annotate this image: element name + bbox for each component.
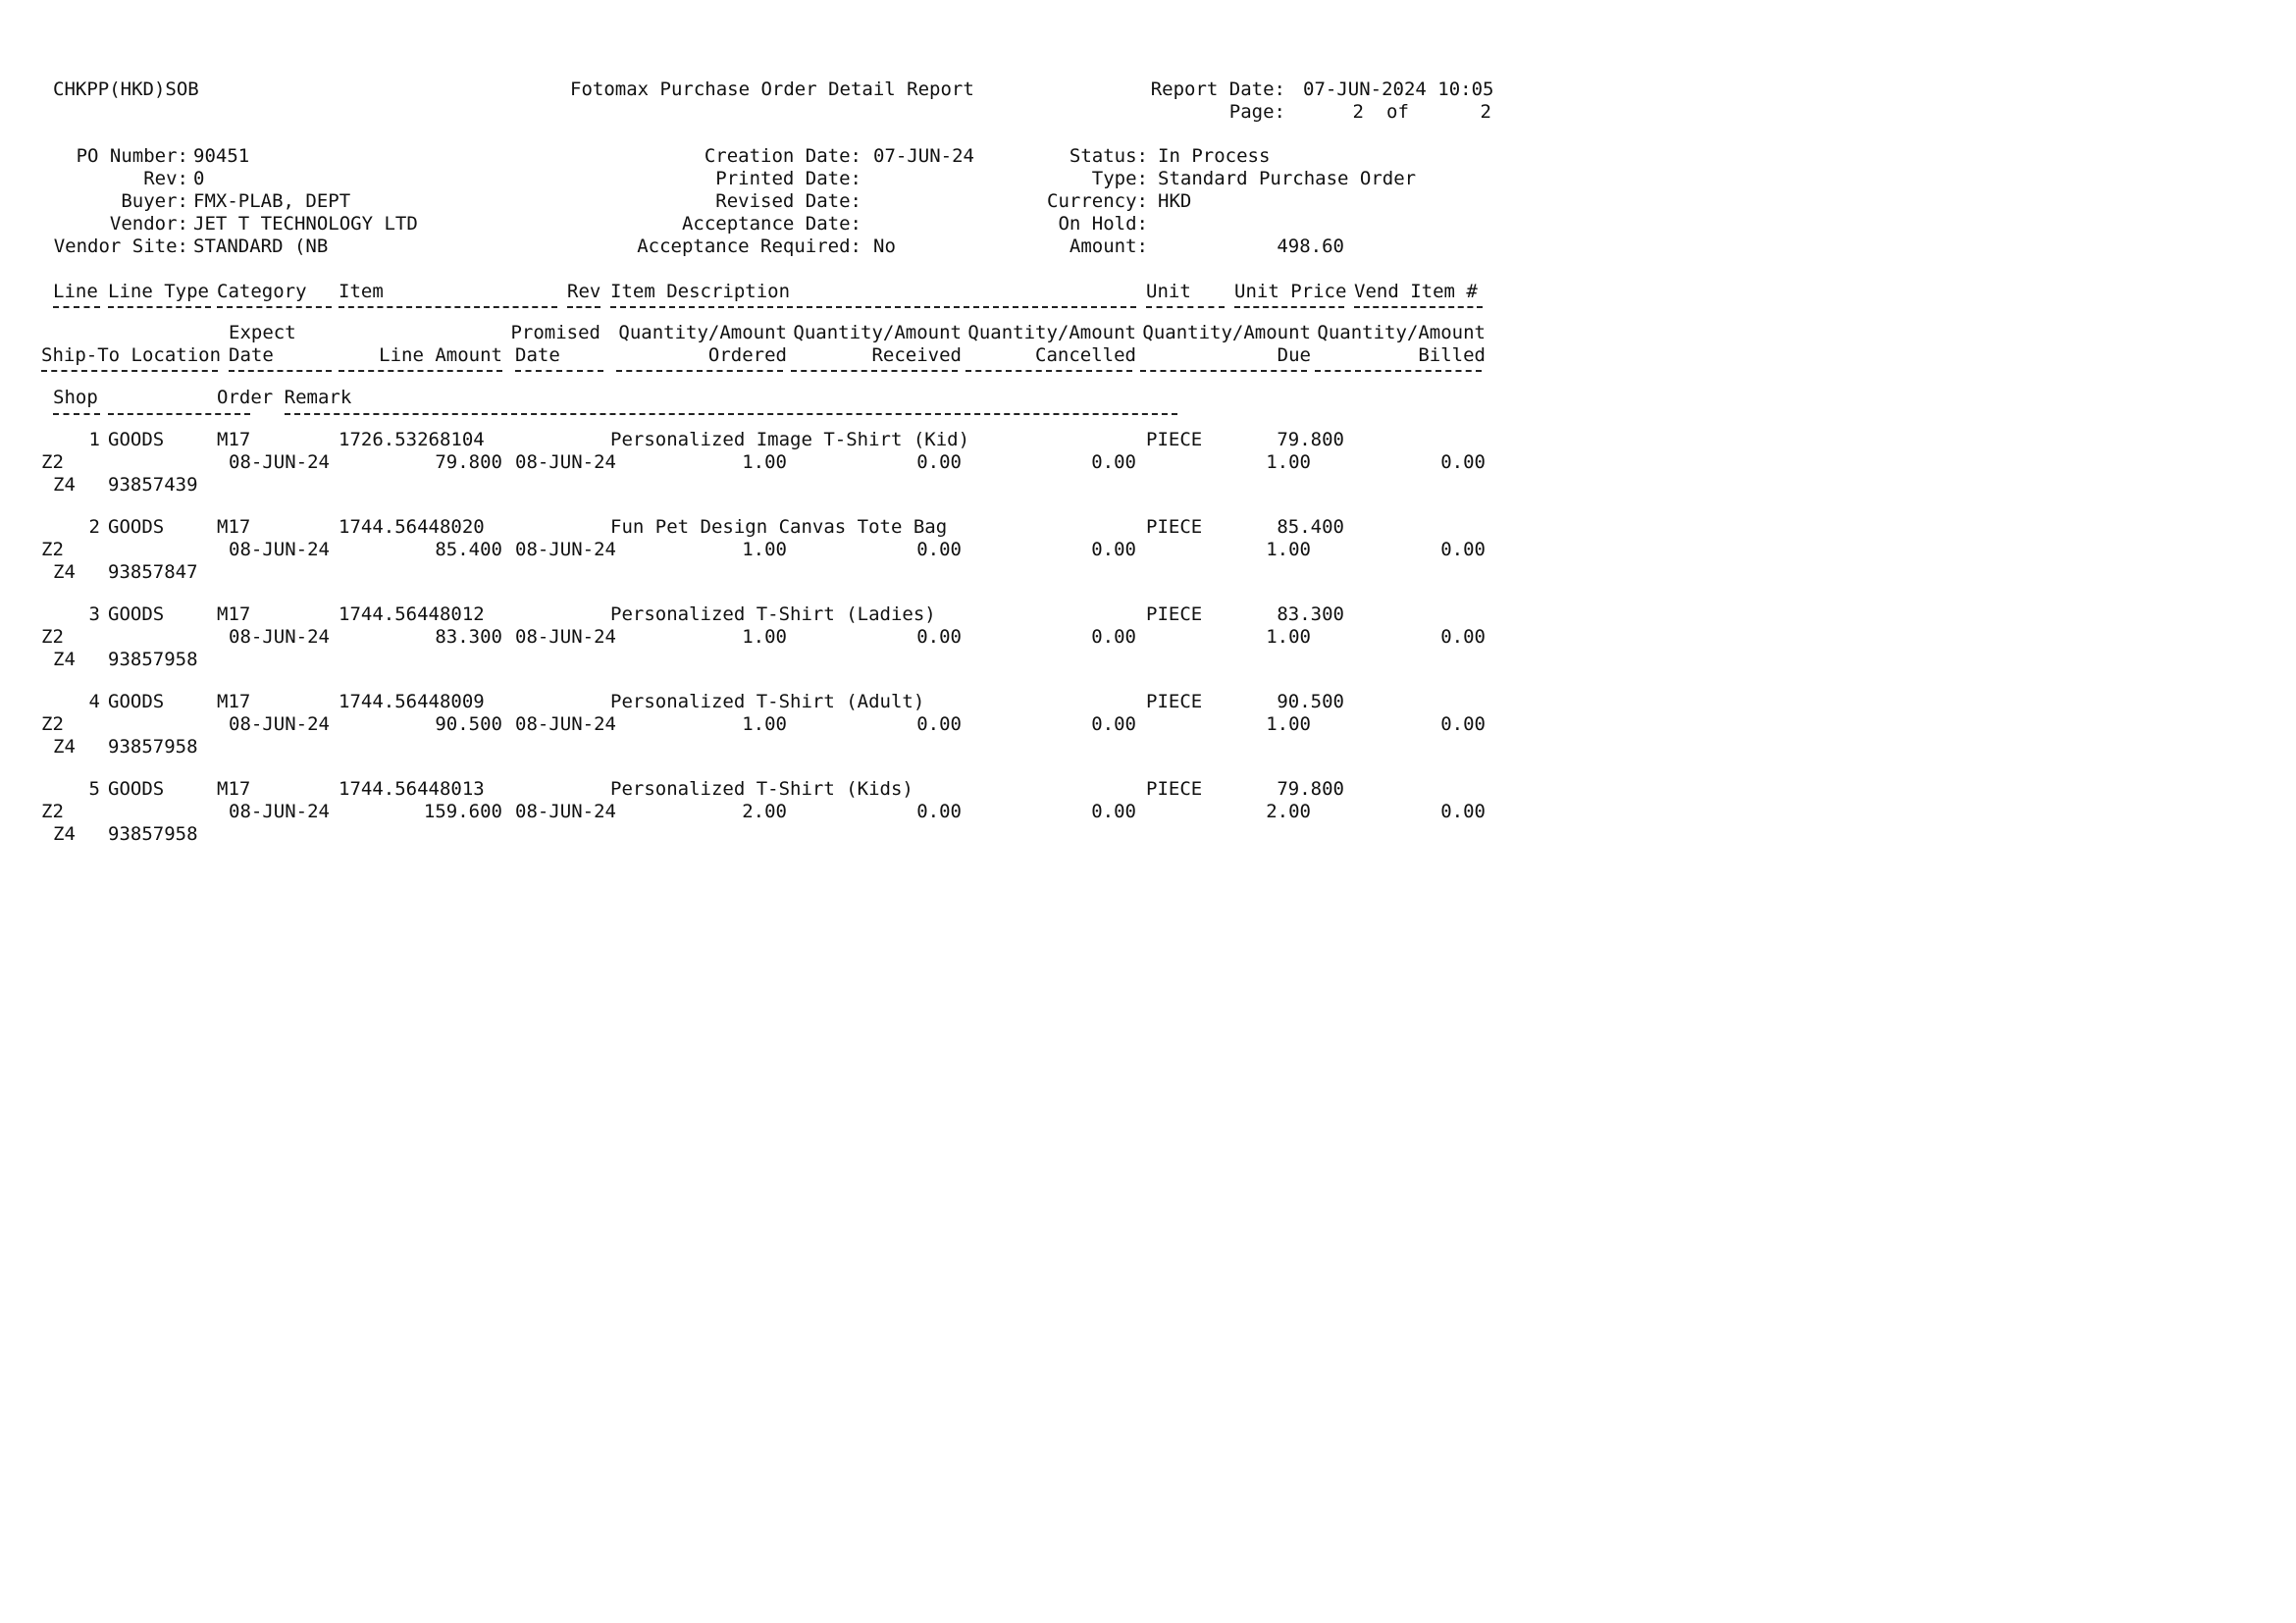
- header-expect: Expect: [229, 322, 296, 343]
- expect-date: 08-JUN-24: [229, 451, 330, 473]
- qty-billed: 0.00: [1440, 539, 1486, 560]
- header-qty-due-top: Quantity/Amount: [1142, 322, 1311, 343]
- line-number: 2: [88, 516, 100, 538]
- line-amount: 79.800: [435, 451, 502, 473]
- qty-billed: 0.00: [1440, 713, 1486, 735]
- line-type: GOODS: [108, 691, 165, 712]
- vendor-label: Vendor:: [109, 213, 188, 235]
- line-amount: 90.500: [435, 713, 502, 735]
- promised-date: 08-JUN-24: [515, 626, 616, 648]
- item-number: 1744.56448009: [339, 691, 485, 712]
- shop: Z4: [53, 561, 76, 583]
- report-date: 07-JUN-2024 10:05: [1303, 79, 1494, 100]
- expect-date: 08-JUN-24: [229, 801, 330, 822]
- expect-date: 08-JUN-24: [229, 626, 330, 648]
- header-line-amount: Line Amount: [379, 344, 502, 366]
- type-label: Type:: [1091, 168, 1148, 189]
- qty-ordered: 2.00: [742, 801, 787, 822]
- expect-date: 08-JUN-24: [229, 713, 330, 735]
- acceptance-date-label: Acceptance Date:: [681, 213, 861, 235]
- header-qty-cancelled-top: Quantity/Amount: [967, 322, 1136, 343]
- ship-to-location: Z2: [41, 801, 64, 822]
- printed-date-label: Printed Date:: [715, 168, 861, 189]
- qty-ordered: 1.00: [742, 713, 787, 735]
- promised-date: 08-JUN-24: [515, 539, 616, 560]
- order-remark: 93857439: [108, 474, 198, 496]
- page-total: 2: [1480, 101, 1491, 123]
- status-label: Status:: [1069, 145, 1148, 167]
- report-code: CHKPP(HKD)SOB: [53, 79, 199, 100]
- line-type: GOODS: [108, 516, 165, 538]
- page-number: 2: [1352, 101, 1364, 123]
- header-cancelled: Cancelled: [1035, 344, 1136, 366]
- item-number: 1726.53268104: [339, 429, 485, 450]
- qty-cancelled: 0.00: [1091, 626, 1136, 648]
- qty-received: 0.00: [916, 539, 962, 560]
- vendor-site-value: STANDARD (NB: [193, 236, 329, 257]
- qty-received: 0.00: [916, 713, 962, 735]
- on-hold-label: On Hold:: [1058, 213, 1148, 235]
- status-value: In Process: [1158, 145, 1271, 167]
- header-unit-price: Unit Price: [1234, 281, 1347, 302]
- header-item-description: Item Description: [610, 281, 791, 302]
- qty-cancelled: 0.00: [1091, 451, 1136, 473]
- unit-price: 83.300: [1277, 603, 1344, 625]
- header-category: Category: [217, 281, 307, 302]
- header-ordered: Ordered: [707, 344, 787, 366]
- line-number: 5: [88, 778, 100, 800]
- qty-cancelled: 0.00: [1091, 713, 1136, 735]
- header-shop: Shop: [53, 387, 98, 408]
- amount-value: 498.60: [1277, 236, 1344, 257]
- header-line: Line: [53, 281, 98, 302]
- po-number-value: 90451: [193, 145, 250, 167]
- shop: Z4: [53, 649, 76, 670]
- category: M17: [217, 429, 251, 450]
- category: M17: [217, 603, 251, 625]
- shop: Z4: [53, 736, 76, 758]
- qty-ordered: 1.00: [742, 539, 787, 560]
- qty-cancelled: 0.00: [1091, 801, 1136, 822]
- item-description: Personalized T-Shirt (Adult): [610, 691, 925, 712]
- buyer-value: FMX-PLAB, DEPT: [193, 190, 351, 212]
- line-type: GOODS: [108, 778, 165, 800]
- line-number: 3: [88, 603, 100, 625]
- unit-price: 79.800: [1277, 429, 1344, 450]
- expect-date: 08-JUN-24: [229, 539, 330, 560]
- header-ship-to: Ship-To Location: [41, 344, 222, 366]
- creation-date-value: 07-JUN-24: [873, 145, 974, 167]
- order-remark: 93857958: [108, 736, 198, 758]
- header-qty-ordered-top: Quantity/Amount: [618, 322, 787, 343]
- header-rev: Rev: [567, 281, 601, 302]
- item-number: 1744.56448012: [339, 603, 485, 625]
- report-title: Fotomax Purchase Order Detail Report: [570, 79, 974, 100]
- qty-received: 0.00: [916, 451, 962, 473]
- promised-date: 08-JUN-24: [515, 713, 616, 735]
- page-label: Page:: [1228, 101, 1285, 123]
- currency-label: Currency:: [1047, 190, 1148, 212]
- qty-ordered: 1.00: [742, 451, 787, 473]
- currency-value: HKD: [1158, 190, 1192, 212]
- shop: Z4: [53, 474, 76, 496]
- order-remark: 93857958: [108, 649, 198, 670]
- unit-price: 85.400: [1277, 516, 1344, 538]
- acceptance-required-label: Acceptance Required:: [637, 236, 861, 257]
- item-description: Personalized T-Shirt (Kids): [610, 778, 913, 800]
- ship-to-location: Z2: [41, 713, 64, 735]
- qty-billed: 0.00: [1440, 626, 1486, 648]
- rev-value: 0: [193, 168, 205, 189]
- unit: PIECE: [1146, 691, 1203, 712]
- item-description: Personalized T-Shirt (Ladies): [610, 603, 936, 625]
- item-description: Fun Pet Design Canvas Tote Bag: [610, 516, 948, 538]
- report-date-label: Report Date:: [1150, 79, 1285, 100]
- header-vend-item: Vend Item #: [1354, 281, 1478, 302]
- order-remark: 93857847: [108, 561, 198, 583]
- ship-to-location: Z2: [41, 539, 64, 560]
- category: M17: [217, 778, 251, 800]
- header-promised: Promised: [510, 322, 600, 343]
- vendor-site-label: Vendor Site:: [53, 236, 188, 257]
- unit: PIECE: [1146, 429, 1203, 450]
- qty-ordered: 1.00: [742, 626, 787, 648]
- qty-due: 2.00: [1266, 801, 1311, 822]
- unit-price: 79.800: [1277, 778, 1344, 800]
- line-number: 1: [88, 429, 100, 450]
- ship-to-location: Z2: [41, 451, 64, 473]
- header-qty-received-top: Quantity/Amount: [793, 322, 962, 343]
- unit: PIECE: [1146, 516, 1203, 538]
- line-number: 4: [88, 691, 100, 712]
- unit-price: 90.500: [1277, 691, 1344, 712]
- line-type: GOODS: [108, 603, 165, 625]
- header-unit: Unit: [1146, 281, 1191, 302]
- vendor-value: JET T TECHNOLOGY LTD: [193, 213, 418, 235]
- header-order-remark: Order Remark: [217, 387, 352, 408]
- unit: PIECE: [1146, 778, 1203, 800]
- header-line-type: Line Type: [108, 281, 209, 302]
- type-value: Standard Purchase Order: [1158, 168, 1417, 189]
- ship-to-location: Z2: [41, 626, 64, 648]
- item-description: Personalized Image T-Shirt (Kid): [610, 429, 970, 450]
- line-type: GOODS: [108, 429, 165, 450]
- header-qty-billed-top: Quantity/Amount: [1317, 322, 1486, 343]
- revised-date-label: Revised Date:: [715, 190, 861, 212]
- po-number-label: PO Number:: [76, 145, 188, 167]
- qty-due: 1.00: [1266, 539, 1311, 560]
- qty-due: 1.00: [1266, 626, 1311, 648]
- amount-label: Amount:: [1069, 236, 1148, 257]
- qty-received: 0.00: [916, 626, 962, 648]
- header-received: Received: [871, 344, 962, 366]
- line-amount: 159.600: [423, 801, 502, 822]
- header-promised-date: Date: [515, 344, 560, 366]
- acceptance-required-value: No: [873, 236, 896, 257]
- qty-billed: 0.00: [1440, 801, 1486, 822]
- rev-label: Rev:: [143, 168, 188, 189]
- header-item: Item: [339, 281, 384, 302]
- line-amount: 83.300: [435, 626, 502, 648]
- item-number: 1744.56448013: [339, 778, 485, 800]
- shop: Z4: [53, 823, 76, 845]
- qty-cancelled: 0.00: [1091, 539, 1136, 560]
- header-billed: Billed: [1418, 344, 1486, 366]
- creation-date-label: Creation Date:: [704, 145, 861, 167]
- category: M17: [217, 516, 251, 538]
- qty-received: 0.00: [916, 801, 962, 822]
- unit: PIECE: [1146, 603, 1203, 625]
- qty-billed: 0.00: [1440, 451, 1486, 473]
- buyer-label: Buyer:: [121, 190, 188, 212]
- line-amount: 85.400: [435, 539, 502, 560]
- header-expect-date: Date: [229, 344, 274, 366]
- item-number: 1744.56448020: [339, 516, 485, 538]
- promised-date: 08-JUN-24: [515, 451, 616, 473]
- page-of-label: of: [1386, 101, 1409, 123]
- qty-due: 1.00: [1266, 451, 1311, 473]
- category: M17: [217, 691, 251, 712]
- header-due: Due: [1277, 344, 1311, 366]
- order-remark: 93857958: [108, 823, 198, 845]
- promised-date: 08-JUN-24: [515, 801, 616, 822]
- qty-due: 1.00: [1266, 713, 1311, 735]
